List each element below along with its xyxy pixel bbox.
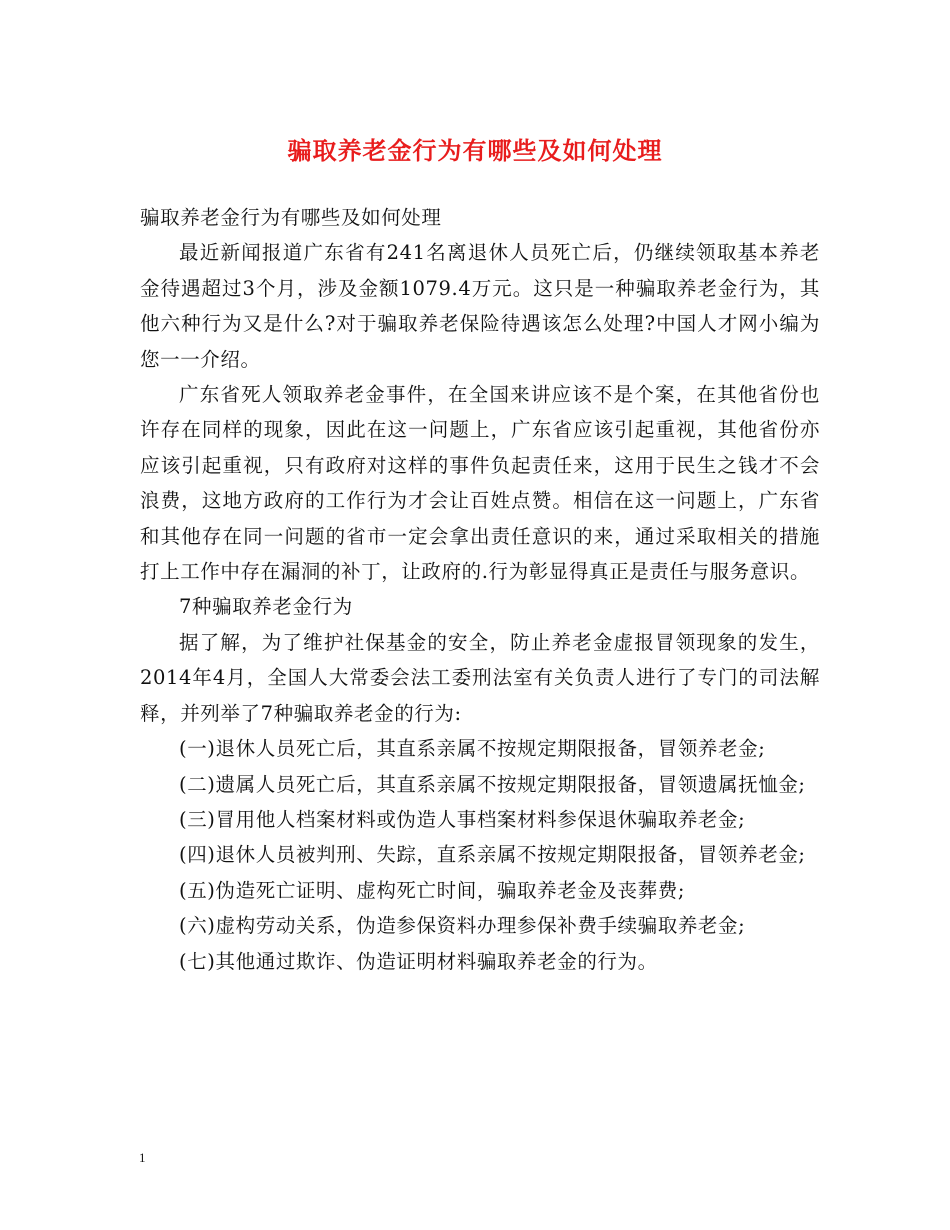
page-number: 1 <box>139 1150 146 1165</box>
paragraph-explanation: 据了解，为了维护社保基金的安全，防止养老金虚报冒领现象的发生，2014年4月，全国人大常委会法工委刑法室有关负责人进行了专门的司法解释，并列举了7种骗取养老金的行为: <box>140 630 820 725</box>
list-item: (七)其他通过欺诈、伪造证明材料骗取养老金的行为。 <box>179 949 658 973</box>
list-item: (一)退休人员死亡后，其直系亲属不按规定期限报备，冒领养老金; <box>179 737 766 761</box>
list-item: (五)伪造死亡证明、虚构死亡时间，骗取养老金及丧葬费; <box>179 878 685 902</box>
list-item: (六)虚构劳动关系，伪造参保资料办理参保补费手续骗取养老金; <box>179 914 746 938</box>
list-item: (四)退休人员被判刑、失踪，直系亲属不按规定期限报备，冒领养老金; <box>179 843 806 867</box>
paragraph-guangdong: 广东省死人领取养老金事件，在全国来讲应该不是个案，在其他省份也许存在同样的现象，因此在这一问题上，广东省应该引起重视，其他省份亦应该引起重视，只有政府对这样的事件负起责任来，这用于民生之钱才不会浪费，这地方政府的工作行为才会让百姓点赞。相信在这一问题上，广东省和其他存在同一问题的省市一定会拿出责任意识的来，通过采取相关的措施打上工作中存在漏洞的补丁，让政府的.行为彰显得真正是责任与服务意识。 <box>140 383 820 584</box>
paragraph-intro: 最近新闻报道广东省有241名离退休人员死亡后，仍继续领取基本养老金待遇超过3个月，涉及金额1079.4万元。这只是一种骗取养老金行为，其他六种行为又是什么?对于骗取养老保险待遇该怎么处理?中国人才网小编为您一一介绍。 <box>140 241 820 371</box>
document-body <box>140 200 820 979</box>
document-title: 骗取养老金行为有哪些及如何处理 <box>287 136 663 165</box>
list-item: (二)遗属人员死亡后，其直系亲属不按规定期限报备，冒领遗属抚恤金; <box>179 772 806 796</box>
paragraph-subtitle: 骗取养老金行为有哪些及如何处理 <box>140 206 442 229</box>
section-heading: 7种骗取养老金行为 <box>179 595 353 619</box>
list-item: (三)冒用他人档案材料或伪造人事档案材料参保退休骗取养老金; <box>179 807 746 831</box>
